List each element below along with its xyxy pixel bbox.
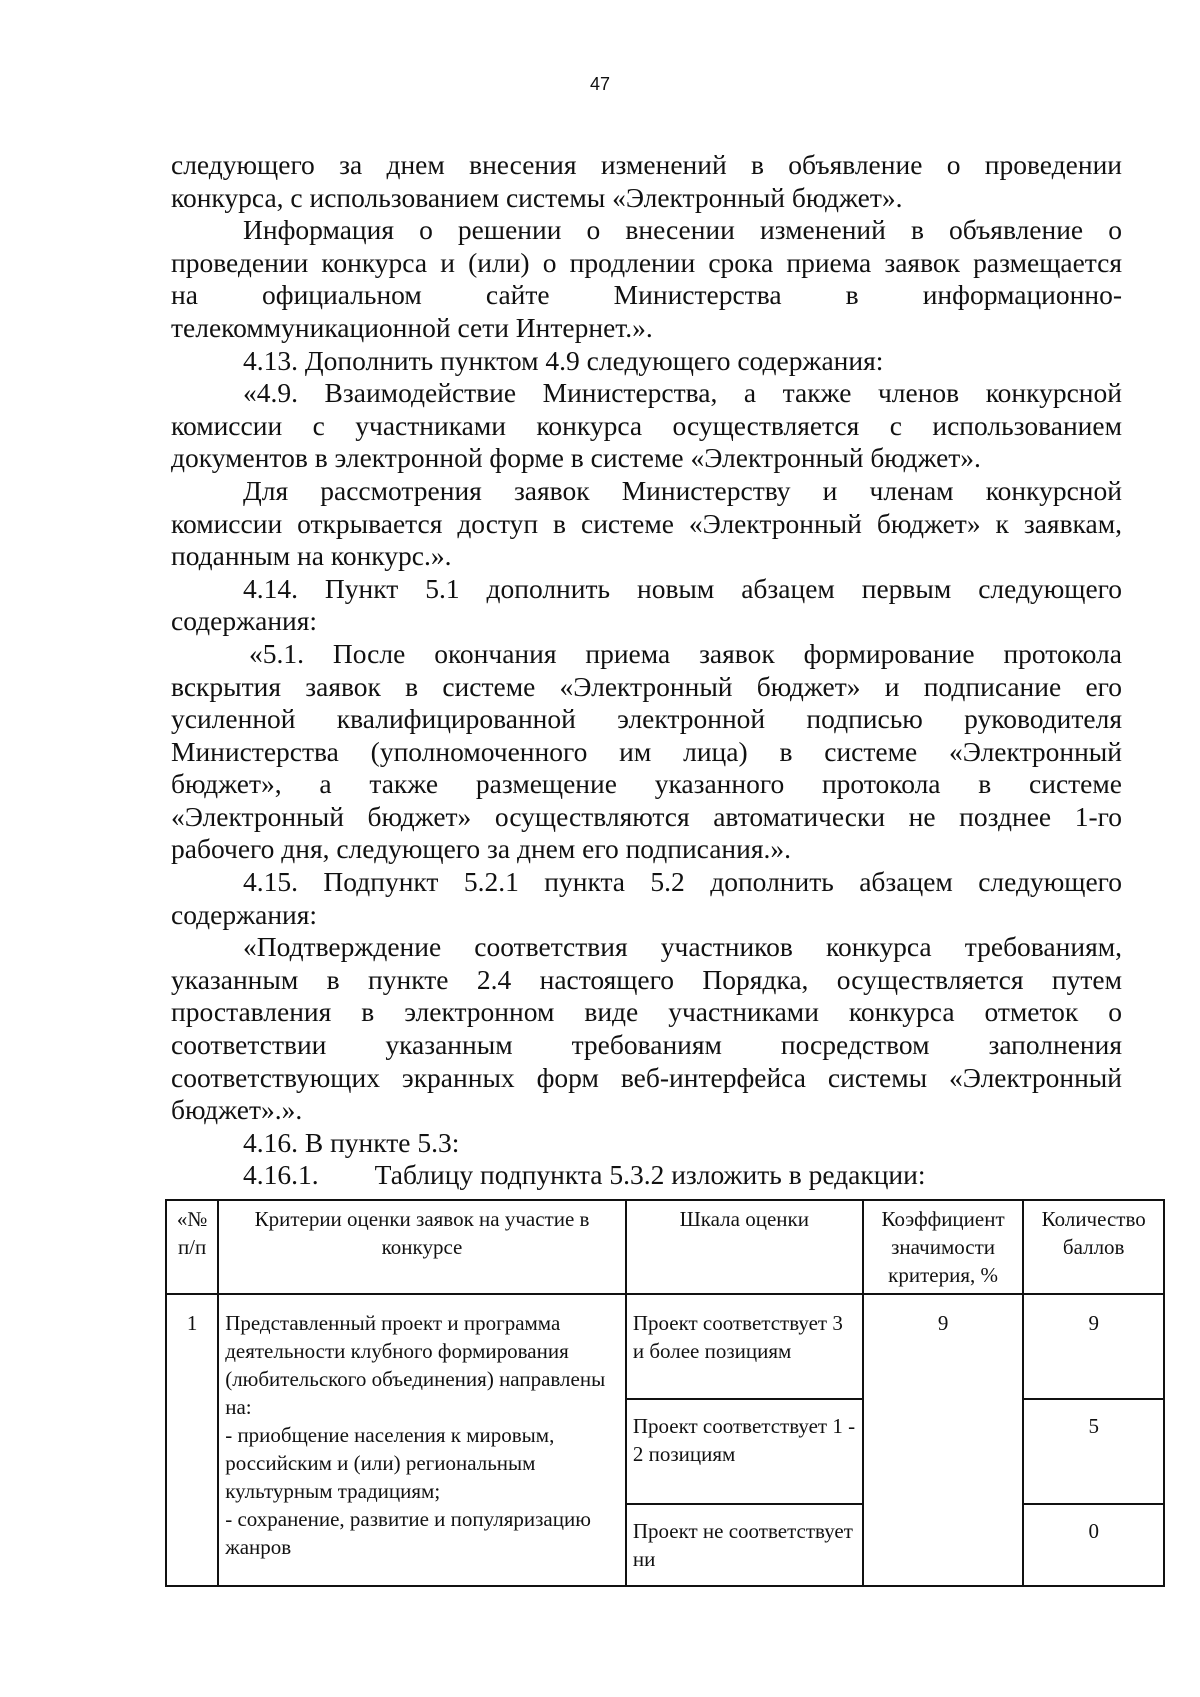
text-line: 4.14. Пункт 5.1 дополнить новым абзацем первым следующего xyxy=(243,572,1122,604)
header-num: «№ п/п xyxy=(166,1200,218,1294)
text-line: «Подтверждение соответствия участников конкурса требованиям, xyxy=(243,931,1122,963)
table-row xyxy=(166,1294,1164,1399)
text-line: соответствующих экранных форм веб-интерфейса системы «Электронный xyxy=(171,1061,1122,1093)
cell-scale: Проект не соответствует ни xyxy=(626,1504,863,1586)
text-line xyxy=(171,1159,1122,1192)
cell-points: 5 xyxy=(1023,1399,1164,1504)
cell-points: 9 xyxy=(1023,1294,1164,1399)
text-line: на официальном сайте Министерства в информационно- xyxy=(171,279,1122,311)
text-line: 4.13. Дополнить пунктом 4.9 следующего содержания: xyxy=(243,344,884,376)
text-line: следующего за днем внесения изменений в объявление о проведении xyxy=(171,149,1122,180)
text-line: конкурса, с использованием системы «Электронный бюджет». xyxy=(171,181,903,213)
text-line: 4.16. В пункте 5.3: xyxy=(243,1126,460,1158)
cell-num: 1 xyxy=(166,1294,218,1586)
text-line: телекоммуникационной сети Интернет.». xyxy=(171,311,653,343)
text-line: «5.1. После окончания приема заявок формирование протокола xyxy=(249,637,1122,669)
text-line: вскрытия заявок в системе «Электронный бюджет» и подписание его xyxy=(171,670,1122,702)
item-text: Таблицу подпункта 5.3.2 изложить в редакции: xyxy=(374,1159,926,1191)
text-line: «Электронный бюджет» осуществляются автоматически не позднее 1-го xyxy=(171,800,1122,832)
text-line: бюджет».». xyxy=(171,1094,303,1126)
criteria-bullet: - приобщение населения к мировым, российским и (или) региональным культурным традициям; xyxy=(225,1423,555,1503)
header-coef: Коэффициент значимости критерия, % xyxy=(863,1200,1024,1294)
text-line: бюджет», а также размещение указанного протокола в системе xyxy=(171,768,1122,800)
criteria-bullet: - сохранение, развитие и популяризацию жанров xyxy=(225,1507,591,1559)
cell-criteria xyxy=(218,1294,626,1586)
table-header-row xyxy=(166,1200,1164,1294)
cell-coef: 9 xyxy=(863,1294,1024,1586)
text-line: документов в электронной форме в системе «Электронный бюджет». xyxy=(171,442,981,474)
cell-points: 0 xyxy=(1023,1504,1164,1586)
text-line: рабочего дня, следующего за днем его подписания.». xyxy=(171,833,791,865)
text-line: Информация о решении о внесении изменений в объявление о xyxy=(243,214,1122,246)
page-number: 47 xyxy=(589,74,611,94)
text-line: «4.9. Взаимодействие Министерства, а также членов конкурсной xyxy=(243,377,1122,409)
text-line: Для рассмотрения заявок Министерству и членам конкурсной xyxy=(243,474,1122,506)
text-line: проставления в электронном виде участниками конкурса отметок о xyxy=(171,996,1122,1028)
header-points: Количество баллов xyxy=(1023,1200,1164,1294)
criteria-text: Представленный проект и программа деятельности клубного формирования (любительского объединения) направлены на: xyxy=(225,1311,606,1419)
text-line: комиссии с участниками конкурса осуществляется с использованием xyxy=(171,409,1122,441)
text-line: проведении конкурса и (или) о продлении срока приема заявок размещается xyxy=(171,246,1122,278)
header-criteria: Критерии оценки заявок на участие в конкурсе xyxy=(218,1200,626,1294)
text-line: комиссии открывается доступ в системе «Электронный бюджет» к заявкам, xyxy=(171,507,1122,539)
text-line: поданным на конкурс.». xyxy=(171,540,452,572)
text-line: соответствии указанным требованиям посредством заполнения xyxy=(171,1029,1122,1061)
text-line: Министерства (уполномоченного им лица) в системе «Электронный xyxy=(171,735,1122,767)
text-line: содержания: xyxy=(171,605,318,637)
text-line: усиленной квалифицированной электронной подписью руководителя xyxy=(171,703,1122,735)
cell-scale: Проект соответствует 3 и более позициям xyxy=(626,1294,863,1399)
criteria-table xyxy=(165,1199,1165,1587)
text-line: 4.15. Подпункт 5.2.1 пункта 5.2 дополнить абзацем следующего xyxy=(243,866,1122,898)
header-scale: Шкала оценки xyxy=(626,1200,863,1294)
text-line: содержания: xyxy=(171,898,318,930)
item-number: 4.16.1. xyxy=(243,1159,319,1191)
cell-scale: Проект соответствует 1 - 2 позициям xyxy=(626,1399,863,1504)
text-line: указанным в пункте 2.4 настоящего Порядка, осуществляется путем xyxy=(171,963,1122,995)
document-body xyxy=(171,149,1122,1192)
